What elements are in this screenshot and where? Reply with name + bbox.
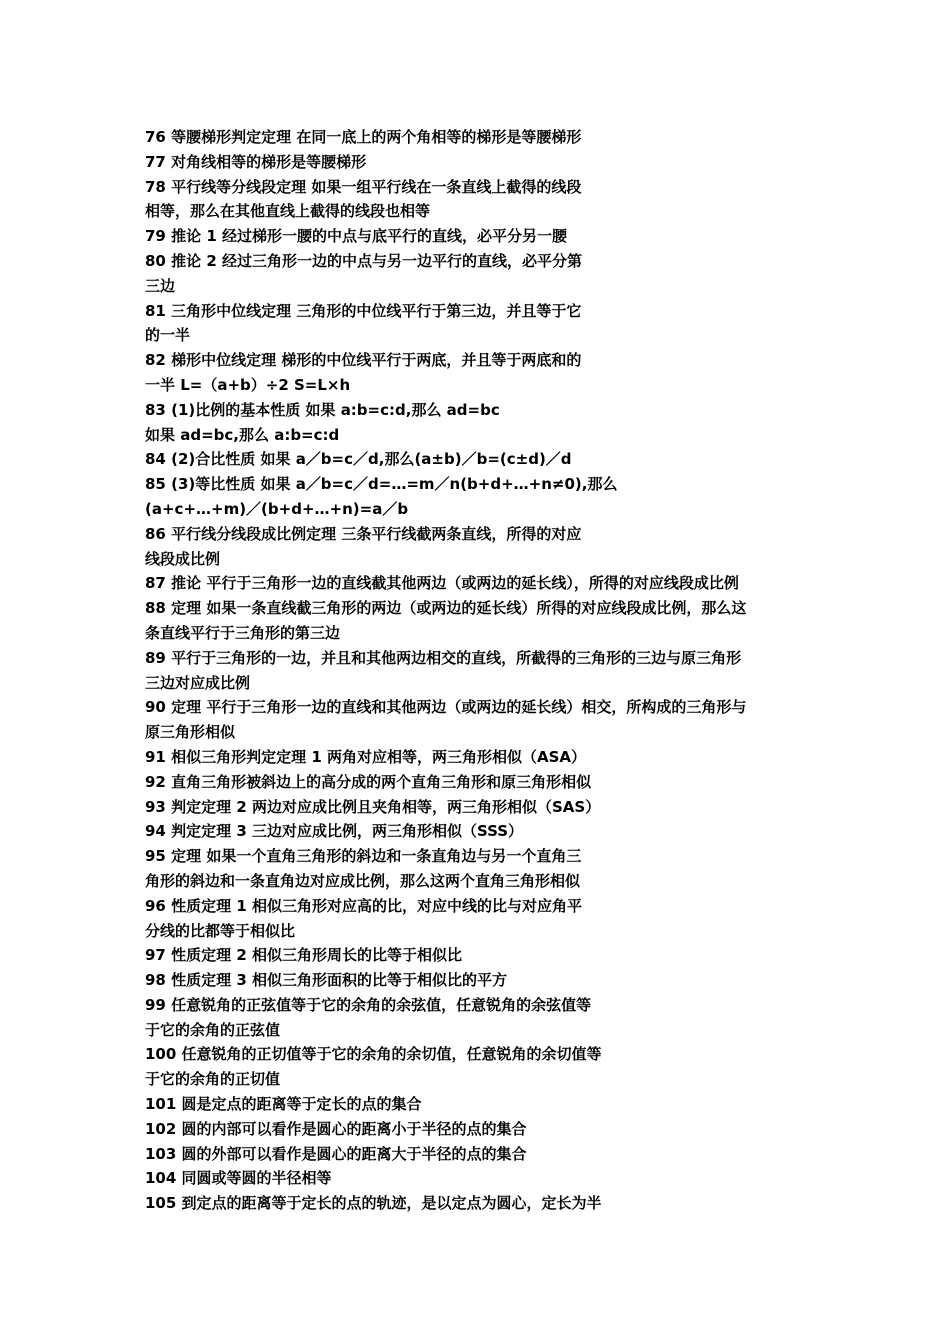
text-line: 104 同圆或等圆的半径相等 (145, 1169, 332, 1188)
text-line: 三边对应成比例 (145, 673, 251, 692)
text-line: 97 性质定理 2 相似三角形周长的比等于相似比 (145, 946, 462, 965)
text-line: (a+c+…+m)／(b+d+…+n)=a／b (145, 499, 409, 518)
text-line: 102 圆的内部可以看作是圆心的距离小于半径的点的集合 (145, 1119, 527, 1138)
text-line: 如果 ad=bc,那么 a:b=c:d (145, 425, 340, 444)
text-line: 77 对角线相等的梯形是等腰梯形 (145, 152, 367, 171)
text-line: 78 平行线等分线段定理 如果一组平行线在一条直线上截得的线段 (145, 177, 582, 196)
text-line: 94 判定定理 3 三边对应成比例，两三角形相似（SSS） (145, 822, 524, 841)
text-line: 98 性质定理 3 相似三角形面积的比等于相似比的平方 (145, 971, 507, 990)
text-line: 100 任意锐角的正切值等于它的余角的余切值，任意锐角的余切值等 (145, 1045, 602, 1064)
text-line: 95 定理 如果一个直角三角形的斜边和一条直角边与另一个直角三 (145, 847, 582, 866)
text-line: 92 直角三角形被斜边上的高分成的两个直角三角形和原三角形相似 (145, 772, 592, 791)
text-line: 87 推论 平行于三角形一边的直线截其他两边（或两边的延长线），所得的对应线段成比例 (145, 574, 739, 593)
text-line: 82 梯形中位线定理 梯形的中位线平行于两底，并且等于两底和的 (145, 351, 582, 370)
text-line: 88 定理 如果一条直线截三角形的两边（或两边的延长线）所得的对应线段成比例，那么这 (145, 599, 747, 618)
theorem-list (145, 125, 825, 1216)
text-line: 分线的比都等于相似比 (145, 921, 296, 940)
text-line: 85 (3)等比性质 如果 a／b=c／d=…=m／n(b+d+…+n≠0),那么 (145, 475, 618, 494)
text-line: 于它的余角的正切值 (145, 1070, 281, 1089)
text-line: 三边 (145, 276, 176, 295)
text-line: 条直线平行于三角形的第三边 (145, 623, 341, 642)
text-line: 81 三角形中位线定理 三角形的中位线平行于第三边，并且等于它 (145, 301, 582, 320)
text-line: 相等，那么在其他直线上截得的线段也相等 (145, 202, 431, 221)
text-line: 99 任意锐角的正弦值等于它的余角的余弦值，任意锐角的余弦值等 (145, 995, 592, 1014)
text-line: 的一半 (145, 326, 191, 345)
text-line: 83 (1)比例的基本性质 如果 a:b=c:d,那么 ad=bc (145, 400, 500, 419)
text-line: 一半 L=（a+b）÷2 S=L×h (145, 375, 351, 394)
text-line: 84 (2)合比性质 如果 a／b=c／d,那么(a±b)／b=(c±d)／d (145, 450, 572, 469)
text-line: 角形的斜边和一条直角边对应成比例，那么这两个直角三角形相似 (145, 871, 581, 890)
text-line: 线段成比例 (145, 549, 221, 568)
text-line: 96 性质定理 1 相似三角形对应高的比，对应中线的比与对应角平 (145, 896, 582, 915)
text-line: 101 圆是定点的距离等于定长的点的集合 (145, 1095, 422, 1114)
text-line: 86 平行线分线段成比例定理 三条平行线截两条直线，所得的对应 (145, 524, 582, 543)
text-line: 76 等腰梯形判定定理 在同一底上的两个角相等的梯形是等腰梯形 (145, 128, 582, 146)
text-line: 90 定理 平行于三角形一边的直线和其他两边（或两边的延长线）相交，所构成的三角形与 (145, 698, 747, 717)
text-line: 91 相似三角形判定定理 1 两角对应相等，两三角形相似（ASA） (145, 747, 587, 766)
text-line: 89 平行于三角形的一边，并且和其他两边相交的直线，所截得的三角形的三边与原三角形 (145, 648, 742, 667)
text-line: 80 推论 2 经过三角形一边的中点与另一边平行的直线，必平分第 (145, 251, 582, 270)
text-line: 79 推论 1 经过梯形一腰的中点与底平行的直线，必平分另一腰 (145, 227, 567, 246)
text-line: 于它的余角的正弦值 (145, 1020, 281, 1039)
text-line: 105 到定点的距离等于定长的点的轨迹，是以定点为圆心，定长为半 (145, 1194, 602, 1213)
text-line: 原三角形相似 (145, 723, 236, 742)
text-line: 103 圆的外部可以看作是圆心的距离大于半径的点的集合 (145, 1144, 527, 1163)
text-line: 93 判定定理 2 两边对应成比例且夹角相等，两三角形相似（SAS） (145, 797, 601, 816)
